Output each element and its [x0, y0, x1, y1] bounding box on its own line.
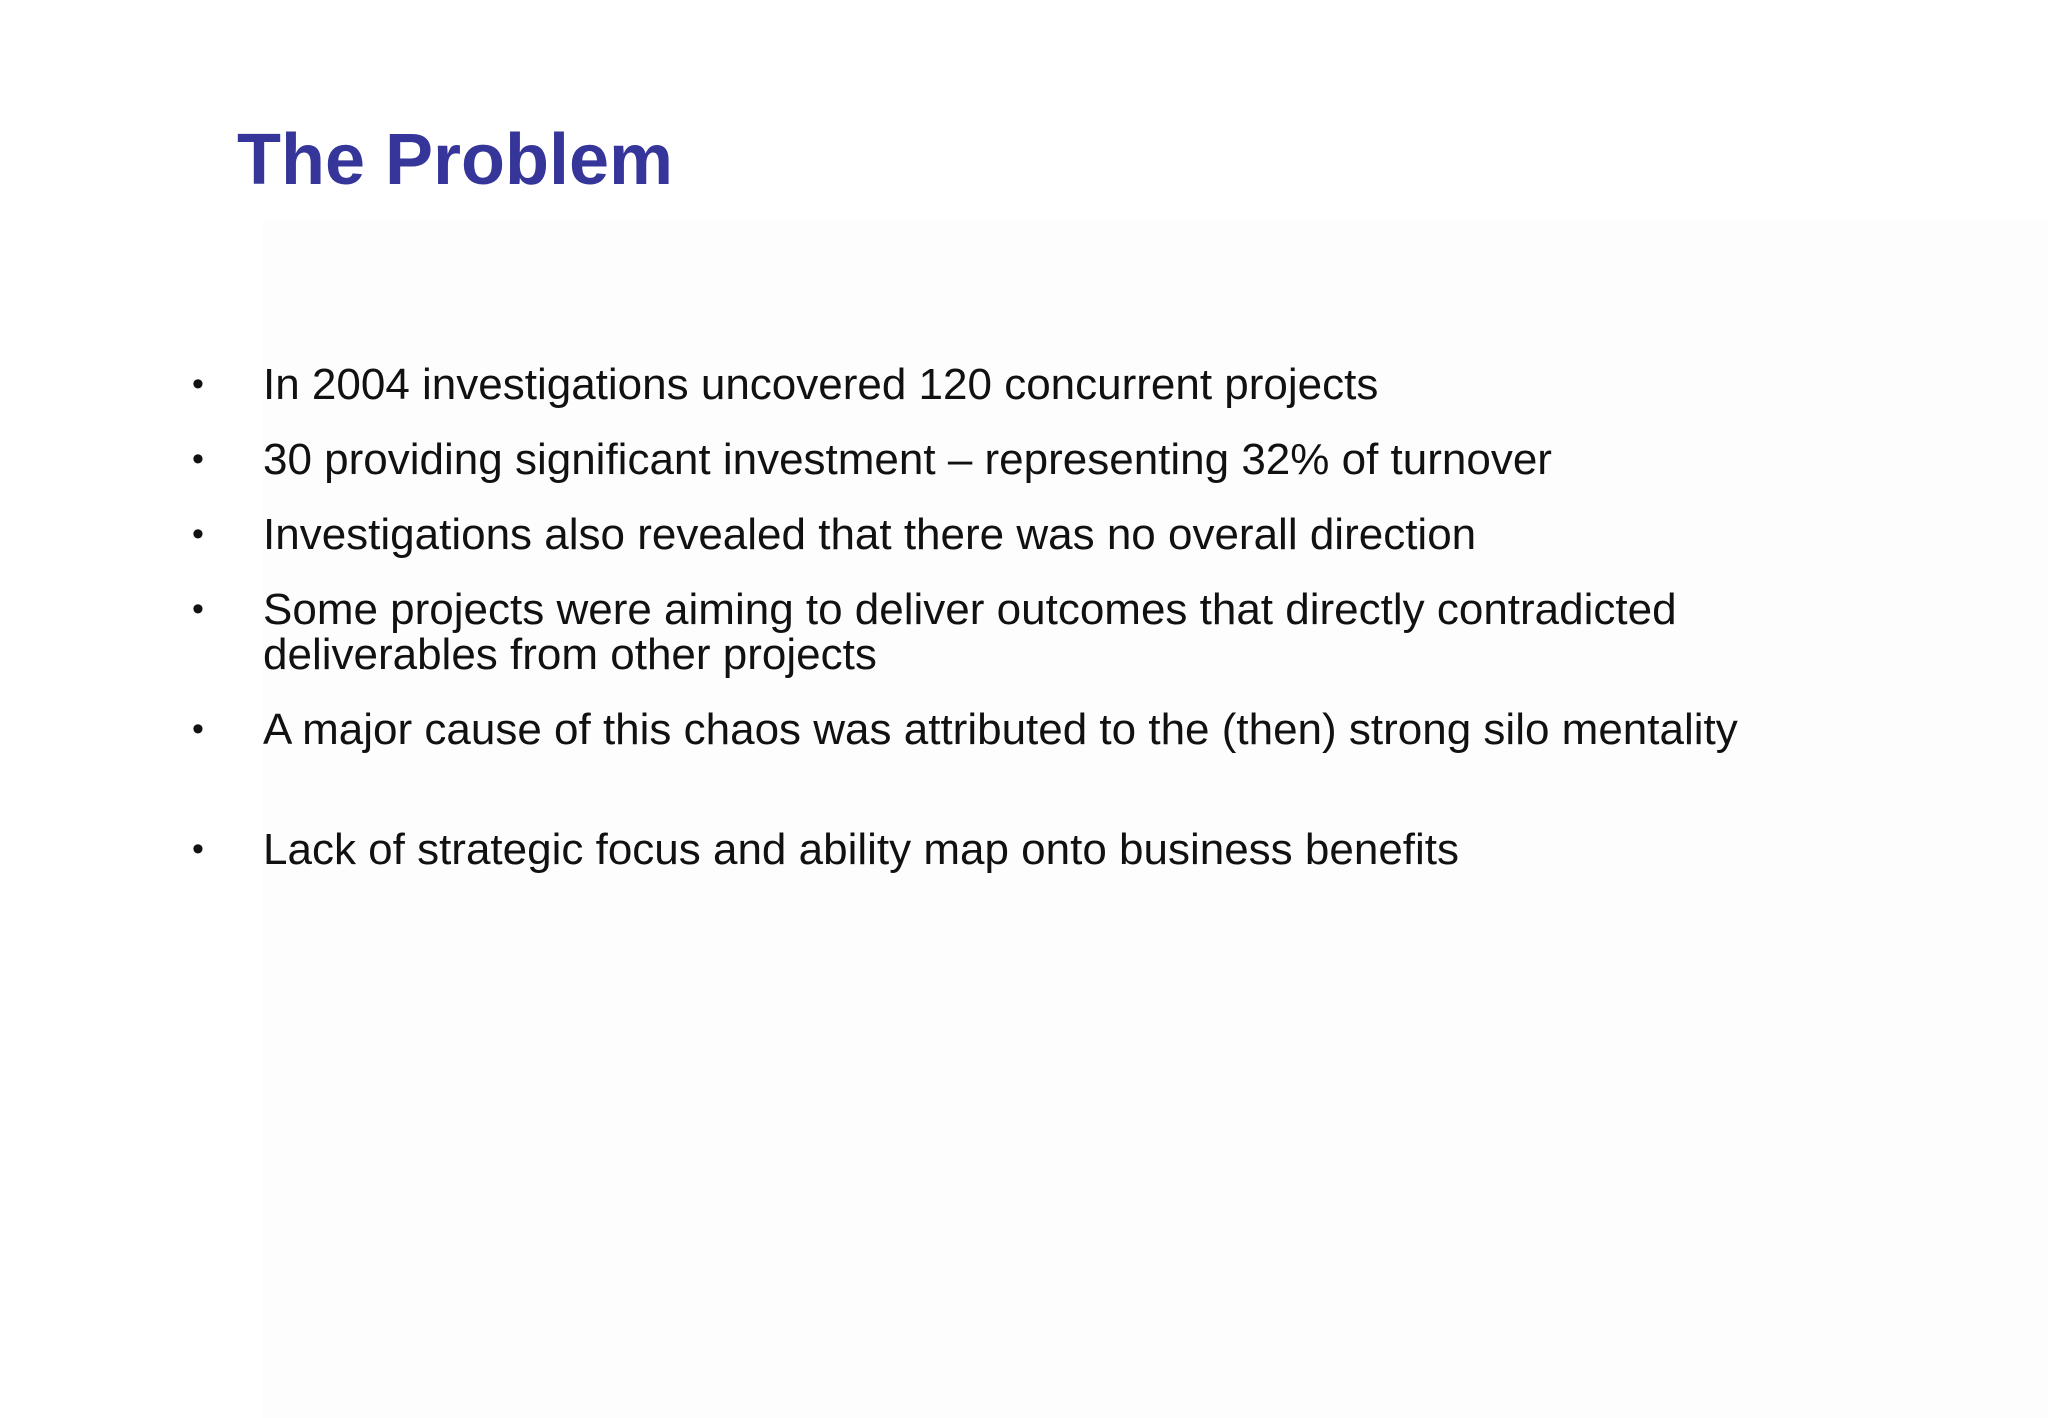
bullet-icon: • — [192, 365, 204, 403]
bullet-text: A major cause of this chaos was attributed to the (then) strong silo mentality — [263, 705, 1738, 754]
bullet-icon: • — [192, 710, 204, 748]
bullet-text: Some projects were aiming to deliver outcomes that directly contradicted deliverables from other projects — [263, 585, 1677, 679]
bullet-text: Lack of strategic focus and ability map onto business benefits — [263, 825, 1460, 874]
bullet-icon: • — [192, 590, 204, 628]
bullet-text: Investigations also revealed that there was no overall direction — [263, 510, 1477, 559]
slide-title: The Problem — [237, 120, 674, 200]
bullet-text: 30 providing significant investment – representing 32% of turnover — [263, 435, 1552, 484]
bullet-text: In 2004 investigations uncovered 120 concurrent projects — [263, 360, 1379, 409]
bullet-icon: • — [192, 440, 204, 478]
bullet-icon: • — [192, 830, 204, 868]
bullet-icon: • — [192, 515, 204, 553]
